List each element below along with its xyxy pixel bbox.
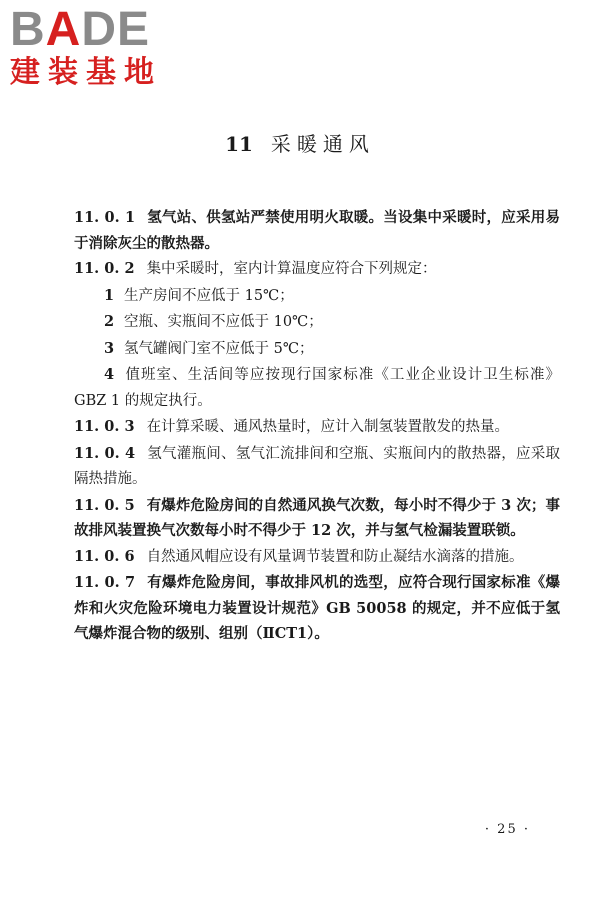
list-item-index: 4 bbox=[104, 366, 115, 383]
clause-number: 11. 0. 5 bbox=[74, 496, 135, 514]
clause-11-0-5 bbox=[74, 493, 560, 544]
clause-11-0-6 bbox=[74, 544, 560, 571]
document-body bbox=[74, 205, 560, 647]
chapter-heading: 采暖通风 bbox=[270, 132, 375, 156]
clause-number: 11. 0. 6 bbox=[74, 547, 135, 565]
list-item-text: 空瓶、实瓶间不应低于 10℃； bbox=[124, 314, 323, 330]
clause-number: 11. 0. 2 bbox=[74, 260, 135, 277]
clause-number: 11. 0. 3 bbox=[74, 418, 135, 435]
clause-text: 氢气灌瓶间、氢气汇流排间和空瓶、实瓶间内的散热器，应采取隔热措施。 bbox=[74, 445, 560, 487]
clause-11-0-1 bbox=[74, 205, 560, 256]
list-item-text: 生产房间不应低于 15℃； bbox=[124, 287, 294, 304]
clause-text: 有爆炸危险房间的自然通风换气次数，每小时不得少于 3 次；事故排风装置换气次数每小时不得少于 12 次，并与氢气检漏装置联锁。 bbox=[74, 496, 560, 539]
chapter-number: 11 bbox=[225, 132, 253, 156]
list-item bbox=[74, 362, 560, 414]
clause-11-0-4 bbox=[74, 441, 560, 493]
clause-text: 集中采暖时，室内计算温度应符合下列规定： bbox=[146, 261, 437, 277]
logo bbox=[10, 3, 185, 90]
chapter-title bbox=[0, 128, 600, 157]
list-item bbox=[74, 336, 560, 363]
page-number: · 25 · bbox=[484, 822, 530, 837]
list-item-text: 氢气罐阀门室不应低于 5℃； bbox=[124, 340, 314, 357]
clause-11-0-7 bbox=[74, 570, 560, 647]
list-item-index: 3 bbox=[104, 339, 115, 357]
list-item-index: 2 bbox=[104, 313, 115, 330]
clause-number: 11. 0. 4 bbox=[74, 444, 136, 462]
list-item bbox=[74, 283, 560, 310]
list-item bbox=[74, 309, 560, 336]
logo-subtitle: 建装基地 bbox=[10, 55, 162, 90]
list-item-index: 1 bbox=[104, 286, 115, 304]
clause-11-0-3 bbox=[74, 414, 560, 441]
clause-number: 11. 0. 1 bbox=[74, 209, 136, 226]
list-item-text: 值班室、生活间等应按现行国家标准《工业企业设计卫生标准》GBZ 1 的规定执行。 bbox=[74, 367, 561, 409]
clause-text: 氢气站、供氢站严禁使用明火取暖。当设集中采暖时，应采用易于消除灰尘的散热器。 bbox=[74, 209, 560, 252]
logo-wordmark: BADE bbox=[10, 3, 151, 56]
clause-text: 自然通风帽应设有风量调节装置和防止凝结水滴落的措施。 bbox=[146, 548, 524, 565]
clause-number: 11. 0. 7 bbox=[74, 574, 136, 591]
clause-11-0-2 bbox=[74, 256, 560, 283]
clause-text: 有爆炸危险房间，事故排风机的选型，应符合现行国家标准《爆炸和火灾危险环境电力装置设计规范》GB 50058 的规定，并不应低于氢气爆炸混合物的级别、组别（ⅡCT1）。 bbox=[74, 574, 560, 642]
clause-text: 在计算采暖、通风热量时，应计入制氢装置散发的热量。 bbox=[146, 419, 510, 435]
